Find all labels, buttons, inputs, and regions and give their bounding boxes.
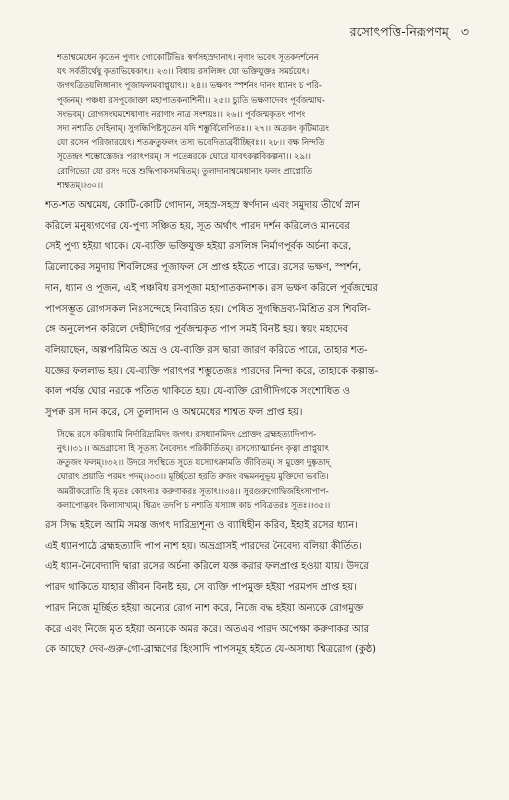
prose-line: এই ধ্যান-নৈবেদ্যাদি দ্বারা রসের অর্চনা করিলে যজ্ঞ করার ফলপ্রাপ্ত হওয়া যায়। উদরে bbox=[45, 561, 369, 573]
page-number: ৩ bbox=[460, 24, 469, 39]
verse-line: সংভবম্। রোগসংঘমশেষাণাং নরাণাং নাত্র সংশয়ঃ।। ২৬।। পূর্বজন্মকৃতং পাপং bbox=[57, 108, 306, 119]
prose-line: করিলে মনুষ্যগণের যে-পুণ্য সঞ্চিত হয়, সূত অর্থাৎ পারদ দর্শন করিলেও মানবের bbox=[45, 220, 350, 232]
prose-line: এই ধ্যানপাঠে ব্রহ্মহত্যাদি পাপ নাশ হয়। অভ্রগ্রাসই পারদের নৈবেদ্য বলিয়া কীর্তিত। bbox=[45, 540, 362, 552]
verse-line: জগৎত্রিতয়লিঙ্গানাং পূজাফলমবাপ্নুয়াৎ।। ২৪।। ভক্ষণং স্পর্শনং দানং ধ্যানং চ পরি- bbox=[57, 80, 322, 91]
prose-line: সুপক্ব রস দান করে, সে তুলাদান ও অশ্বমেধের শাশ্বত ফল প্রাপ্ত হয়। bbox=[45, 407, 303, 419]
verse-line: শাশ্বতম্।।৩০।। bbox=[57, 179, 103, 190]
verse-line: শতাশ্বমেধেন কৃতেন পুণ্যং গোকোটিভিঃ স্বর্ণসহস্রদানাৎ। নৃণাং ভবেৎ সূতকদর্শনেন bbox=[57, 52, 319, 62]
sanskrit-verse-block-1 bbox=[45, 50, 475, 192]
prose-line: পাপসম্ভূত রোগসকল নিঃসন্দেহে নিবারিত হয়। পেষিত সুগন্ধিদ্রব্য-মিশ্রিত রস শিবলি- bbox=[45, 303, 371, 315]
verse-line: রোগিভ্যো যো রসং দত্তে শুদ্ধিপাকসমন্বিতম্। তুলাদানাশ্বমেধানাং ফলং প্রাপ্নোতি bbox=[57, 165, 313, 176]
verse-line: সিদ্ধে রসে করিষ্যামি নির্দারিদ্র্যমিদং জগৎ। রসধ্যানমিদং প্রোক্তং ব্রহ্মহত্যাদিপাপ- bbox=[57, 428, 317, 439]
prose-line: করে এবং নিজে মৃত হইয়া অন্যকে অমর করে। অতএব পারদ অপেক্ষা করুণাকর আর bbox=[45, 623, 370, 635]
prose-line: দান, ধ্যান ও পূজন, এই পঞ্চবিধ রসপূজা মহাপাতকনাশক। রস ভক্ষণ করিলে পূর্বজন্মের bbox=[45, 282, 378, 294]
verse-line: অমরীকরোতি হি মৃতঃ কোঽন্যঃ করুণাকরঃ সূতাৎ।।৩৪।। সুরগুরুগোদ্বিজহিংসাপাপ- bbox=[57, 485, 329, 496]
verse-line: পূজনম্। পঞ্চধা রসপূজোক্তা মহাপাতকনাশিনী।। ২৫।। চ্যুতি ভক্ষণাদেবং পূর্বজন্মাঘ- bbox=[57, 94, 326, 105]
prose-line: ত্রিলোকের সমুদায় শিবলিঙ্গের পূজাফল সে প্রাপ্ত হইতে পারে। রসের ভক্ষণ, স্পর্শন, bbox=[45, 262, 362, 274]
page-body bbox=[45, 50, 475, 661]
prose-line: কাল পর্যন্ত ঘোর নরকে পতিত থাকিতে হয়। যে-ব্যক্তি রোগীদিগকে সংশোধিত ও bbox=[45, 386, 351, 398]
running-header bbox=[350, 24, 469, 44]
verse-line: সূতেন্দ্রং শম্ভোস্তেজঃ পরাৎপরম্। স পতেন্নরকে ঘোরে যাবৎকল্পবিকল্পনা।। ২৯।। bbox=[57, 151, 311, 162]
bengali-translation-block-1 bbox=[45, 196, 475, 424]
header-title: রসোৎপত্তি-নিরূপণম্ bbox=[349, 24, 449, 39]
verse-line: ঘোরাৎ প্রয়াতি পরমং পদম্।।৩৩।। মূর্চ্ছিতো হরতি রুজং বদ্ধমননুভূয় মুক্তিদো ভবতি। bbox=[57, 471, 329, 482]
verse-line: নুৎ।।৩১।। অভ্রগ্রাসো হি সূতস্য নৈবেদ্যং পরিকীর্তিতম্। রসস্যোত্মার্চনং কৃত্বা প্রাপ্নুয়াৎ bbox=[57, 442, 329, 453]
verse-line: সদা নশ্যতি দেহিনাম্। সুগন্ধিপিষ্টসূতেন যদি শম্ভুর্বিলেপিতঃ।। ২৭।। অত্রকং কৃটিমাত্রং bbox=[57, 123, 329, 134]
verse-line: যো রসেন পরিজারয়েৎ। শতক্রতুফলং তস্য ভবেদিত্যব্রবীচ্ছিবঃ।। ২৮।। বক্ষ নিন্দতি bbox=[57, 137, 325, 148]
prose-line: ঙ্গে অনুলেপন করিলে দেহীদিগের পূর্বজন্মকৃত পাপ সমই বিনষ্ট হয়। স্বয়ং মহাদেব bbox=[45, 324, 349, 336]
prose-line: শত-শত অশ্বমেধ, কোটি-কোটি গোদান, সহস্র-সহস্র স্বর্ণদান এবং সমুদায় তীর্থে স্নান bbox=[45, 200, 360, 212]
verse-line: ক্রতুজং ফলম্।।৩২।। উদরে সংস্থিতে সূতে যস্যোৎক্রামতি জীবিতম্। স মুক্তো দুষ্কৃতাদ্ bbox=[57, 457, 330, 468]
prose-line: রস সিদ্ধ হইলে আমি সমস্ত জগৎ দারিদ্র্যশূন্য ও ব্যাধিহীন করিব, ইহাই রসের ধ্যান। bbox=[45, 519, 358, 531]
prose-line: বলিয়াছেন, অল্পপরিমিত অভ্র ও যে-ব্যক্তি রস দ্বারা জারণ করিতে পারে, তাহার শত- bbox=[45, 344, 368, 356]
prose-line: পারদ নিজে মূর্চ্ছিত হইয়া অন্যের রোগ নাশ করে, নিজে বদ্ধ হইয়া অন্যকে রোগমুক্ত bbox=[45, 602, 364, 614]
prose-line: পারদ থাকিতে যাহার জীবন বিনষ্ট হয়, সে ব্যক্তি পাপমুক্ত হইয়া পরমপদ প্রাপ্ত হয়। bbox=[45, 582, 357, 594]
prose-line: যজ্ঞের ফললাভ হয়। যে-ব্যক্তি পরাৎপর শম্ভুতেজঃ পারদের নিন্দা করে, তাহাকে কল্পান্ত- bbox=[45, 365, 379, 377]
prose-line: সেই পুণ্য হইয়া থাকে। যে-ব্যক্তি ভক্তিযুক্ত হইয়া রসলিঙ্গ নির্মাণপূর্বক অর্চনা করে, bbox=[45, 241, 352, 253]
bengali-translation-block-2 bbox=[45, 516, 475, 661]
verse-line: কলাপোদ্ভবং কিলাসাখ্যম্। শ্বিত্রং তদপি চ নশ্যতি যস্যাঙ্গ কাচ পবিত্রতরঃ সূতঃ।।৩৫।। bbox=[57, 499, 331, 510]
sanskrit-verse-block-2 bbox=[45, 427, 475, 512]
prose-line: কে আছে? দেব-গুরু-গো-ব্রাহ্মণের হিংসাদি পাপসমূহ হইতে যে-অসাধ্য শ্বিত্ররোগ (কুষ্ঠ) bbox=[45, 644, 377, 656]
verse-line: যৎ সর্বতীর্থেষু কৃতাভিষেকাৎ।। ২৩।। বিধায় রসলিঙ্গং যো ভক্তিযুক্তঃ সমর্চয়েৎ। bbox=[57, 66, 310, 77]
